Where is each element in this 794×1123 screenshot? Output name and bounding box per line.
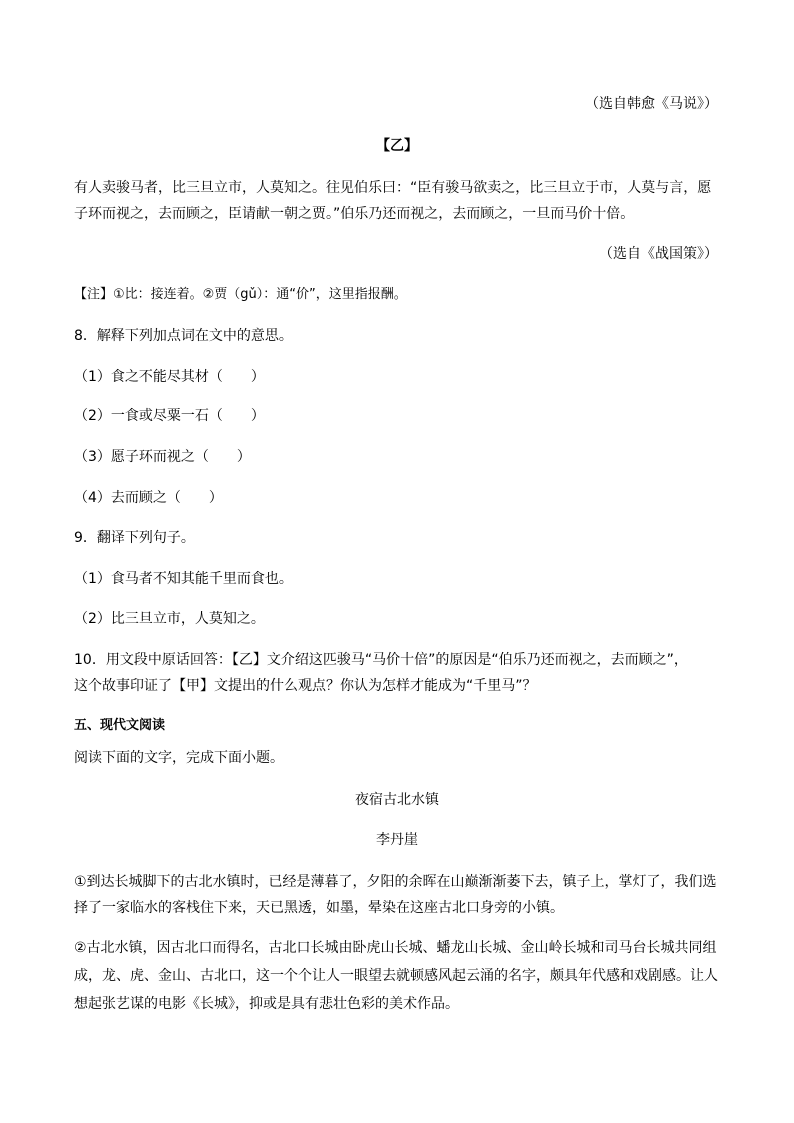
question-8-item-2: （2）一食或尽粟一石（ ） (74, 408, 265, 424)
question-8-item-4: （4）去而顾之（ ） (74, 490, 223, 506)
paragraph-2-line-1: ②古北水镇，因古北口而得名，古北口长城由卧虎山长城、蟠龙山长城、金山岭长城和司马台长城共同组 (74, 940, 717, 956)
section-5-instruction: 阅读下面的文字，完成下面小题。 (74, 750, 284, 766)
question-10-line-1: 10．用文段中原话回答：【乙】文介绍这匹骏马“马价十倍”的原因是“伯乐乃还而视之，去而顾之”， (74, 652, 688, 668)
question-9-title: 9．翻译下列句子。 (74, 530, 195, 546)
question-10-line-2: 这个故事印证了【甲】文提出的什么观点？你认为怎样才能成为“千里马”？ (74, 678, 537, 694)
paragraph-2-line-2: 成，龙、虎、金山、古北口，这一个个让人一眼望去就顿感风起云涌的名字，颇具年代感和戏剧感。让人 (74, 968, 718, 984)
passage-b-line-2: 子环而视之，去而顾之，臣请献一朝之贾。”伯乐乃还而视之，去而顾之，一旦而马价十倍。 (74, 206, 635, 222)
question-8-item-3: （3）愿子环而视之（ ） (74, 449, 251, 465)
article-title: 夜宿古北水镇 (355, 792, 439, 808)
passage-b-line-1: 有人卖骏马者，比三旦立市，人莫知之。往见伯乐曰：“臣有骏马欲卖之，比三旦立于市，人莫与言，愿 (74, 180, 712, 196)
paragraph-1-line-2: 择了一家临水的客栈住下来，天已黑透，如墨，晕染在这座古北口身旁的小镇。 (74, 900, 564, 916)
question-9-item-1: （1）食马者不知其能千里而食也。 (74, 571, 293, 587)
article-author: 李丹崖 (376, 832, 418, 848)
annotation-note: 【注】①比：接连着。②贾（gǔ）：通“价”，这里指报酬。 (74, 287, 407, 302)
paragraph-1-line-1: ①到达长城脚下的古北水镇时，已经是薄暮了，夕阳的余晖在山巅渐渐萎下去，镇子上，掌灯了，我们选 (74, 874, 717, 890)
question-8-title: 8．解释下列加点词在文中的意思。 (74, 328, 293, 344)
source-citation-b: （选自《战国策》） (599, 246, 718, 262)
question-8-item-1: （1）食之不能尽其材（ ） (74, 369, 265, 385)
passage-b-heading: 【乙】 (376, 138, 418, 154)
paragraph-2-line-3: 想起张艺谋的电影《长城》，抑或是具有悲壮色彩的美术作品。 (74, 996, 459, 1012)
question-9-item-2: （2）比三旦立市，人莫知之。 (74, 611, 265, 627)
source-citation-a: （选自韩愈《马说》） (585, 96, 718, 112)
section-5-title: 五、现代文阅读 (74, 718, 166, 733)
